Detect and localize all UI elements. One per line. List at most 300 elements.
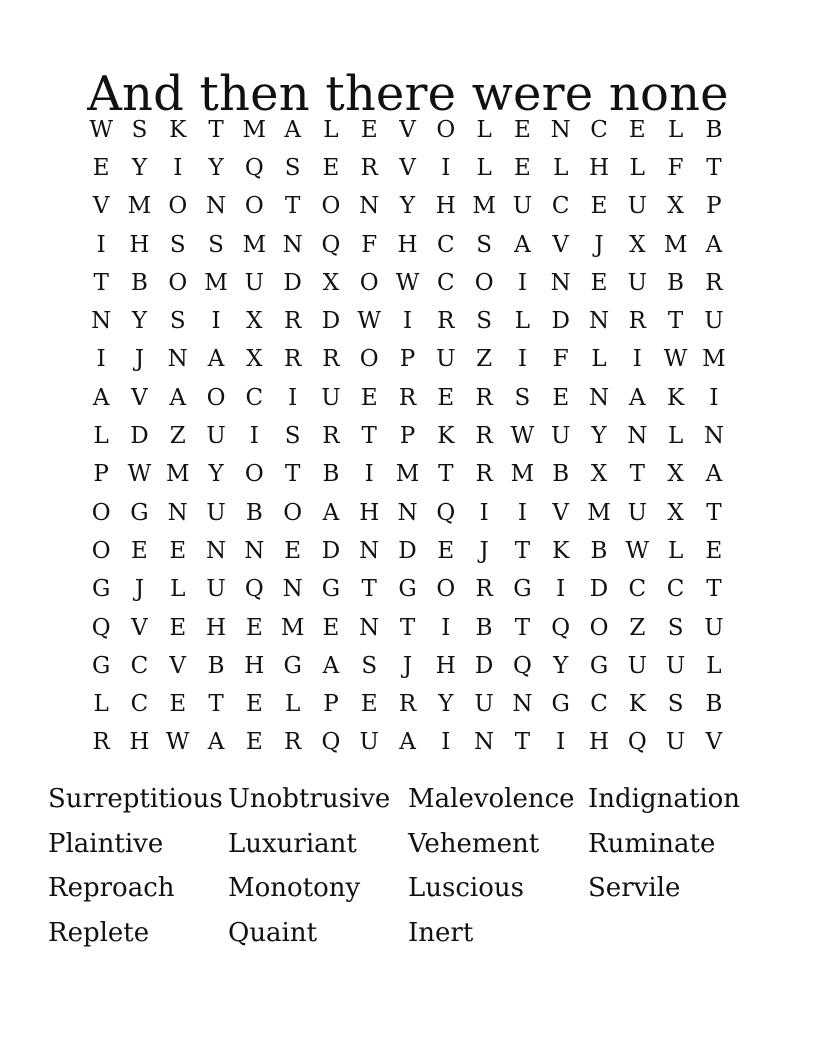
grid-letter[interactable]: L — [553, 154, 569, 181]
grid-letter[interactable]: R — [628, 308, 646, 335]
grid-letter[interactable]: F — [667, 154, 684, 181]
grid-letter[interactable]: T — [514, 614, 531, 641]
grid-letter[interactable]: R — [92, 729, 110, 756]
grid-letter[interactable]: L — [514, 308, 531, 335]
word-list — [48, 780, 768, 958]
grid-letter[interactable]: B — [322, 461, 340, 488]
grid-letter[interactable]: P — [399, 346, 416, 373]
grid-letter[interactable]: E — [169, 537, 187, 564]
word-list-item: Quaint — [228, 917, 318, 948]
grid-letter[interactable]: R — [322, 423, 340, 450]
grid-letter[interactable]: U — [436, 346, 456, 373]
grid-letter[interactable]: O — [91, 537, 111, 564]
grid-letter[interactable]: J — [594, 231, 604, 258]
grid-letter[interactable]: U — [206, 499, 226, 526]
grid-letter[interactable]: U — [627, 652, 647, 679]
grid-letter[interactable]: O — [359, 269, 379, 296]
grid-letter[interactable]: N — [550, 269, 571, 296]
grid-letter[interactable]: U — [244, 269, 265, 296]
grid-letter[interactable]: E — [360, 116, 378, 143]
grid-letter[interactable]: S — [284, 154, 301, 181]
grid-letter[interactable]: B — [705, 691, 723, 718]
grid-letter[interactable]: F — [361, 231, 378, 258]
page-title: And then there were none — [87, 66, 729, 123]
grid-letter[interactable]: S — [169, 231, 186, 258]
grid-letter[interactable]: E — [437, 384, 455, 411]
grid-letter[interactable]: B — [590, 537, 608, 564]
grid-letter[interactable]: V — [131, 384, 148, 411]
grid-letter[interactable]: I — [556, 729, 566, 756]
grid-letter[interactable]: T — [399, 614, 416, 641]
grid-letter[interactable]: A — [322, 499, 340, 526]
grid-letter[interactable]: W — [165, 729, 190, 756]
grid-letter[interactable]: Y — [131, 308, 148, 335]
grid-letter[interactable]: N — [474, 729, 495, 756]
grid-letter[interactable]: T — [208, 691, 224, 718]
grid-letter[interactable]: R — [360, 154, 378, 181]
grid-letter[interactable]: D — [398, 537, 417, 564]
grid-letter[interactable]: O — [474, 269, 494, 296]
grid-letter[interactable]: Y — [208, 154, 224, 181]
grid-letter[interactable]: B — [475, 614, 493, 641]
grid-letter[interactable]: M — [395, 461, 420, 488]
word-list-item: Servile — [588, 873, 681, 903]
grid-letter[interactable]: A — [169, 384, 187, 411]
grid-letter[interactable]: X — [590, 461, 608, 488]
grid-letter[interactable]: M — [472, 193, 496, 220]
grid-letter[interactable]: E — [628, 116, 646, 143]
grid-letter[interactable]: E — [245, 691, 263, 718]
grid-letter[interactable]: N — [167, 346, 188, 373]
grid-letter[interactable]: D — [474, 652, 494, 679]
grid-letter[interactable]: T — [667, 308, 684, 335]
grid-letter[interactable]: E — [245, 614, 263, 641]
grid-letter[interactable]: V — [399, 116, 416, 143]
grid-letter[interactable]: U — [627, 193, 647, 220]
grid-letter[interactable]: V — [705, 729, 723, 756]
grid-letter[interactable]: J — [134, 576, 145, 603]
grid-letter[interactable]: R — [705, 269, 723, 296]
grid-letter[interactable]: X — [667, 499, 684, 526]
grid-letter[interactable]: Y — [131, 154, 148, 181]
grid-letter[interactable]: T — [208, 116, 224, 143]
grid-letter[interactable]: S — [514, 384, 531, 411]
grid-letter[interactable]: O — [436, 576, 456, 603]
grid-letter[interactable]: S — [476, 231, 492, 258]
grid-letter[interactable]: G — [283, 652, 302, 679]
grid-letter[interactable]: R — [283, 308, 302, 335]
grid-letter[interactable]: W — [127, 461, 152, 488]
grid-letter[interactable]: W — [357, 308, 382, 335]
grid-letter[interactable]: O — [589, 614, 609, 641]
grid-letter[interactable]: T — [284, 193, 301, 220]
word-list-item: Replete — [48, 917, 150, 948]
grid-letter[interactable]: A — [399, 729, 416, 756]
grid-letter[interactable]: E — [360, 691, 378, 718]
grid-letter[interactable]: L — [591, 346, 607, 373]
grid-letter[interactable]: Z — [629, 614, 646, 641]
grid-letter[interactable]: W — [510, 423, 535, 450]
grid-letter[interactable]: C — [666, 576, 685, 603]
grid-letter[interactable]: U — [627, 269, 647, 296]
grid-letter[interactable]: S — [667, 614, 684, 641]
grid-letter[interactable]: O — [168, 193, 188, 220]
grid-letter[interactable]: P — [706, 193, 722, 220]
grid-letter[interactable]: B — [130, 269, 148, 296]
grid-letter[interactable]: U — [704, 614, 724, 641]
grid-letter[interactable]: R — [398, 384, 417, 411]
grid-letter[interactable]: H — [588, 729, 610, 756]
grid-letter[interactable]: G — [321, 576, 341, 603]
grid-letter[interactable]: U — [474, 691, 494, 718]
grid-letter[interactable]: Y — [591, 423, 607, 450]
grid-letter[interactable]: Q — [512, 652, 532, 679]
grid-letter[interactable]: I — [441, 154, 451, 181]
grid-letter[interactable]: I — [517, 269, 527, 296]
grid-letter[interactable]: Q — [244, 154, 264, 181]
grid-letter[interactable]: E — [514, 116, 531, 143]
grid-letter[interactable]: Q — [627, 729, 647, 756]
grid-letter[interactable]: I — [249, 423, 259, 450]
grid-letter[interactable]: U — [665, 729, 686, 756]
grid-letter[interactable]: C — [437, 269, 455, 296]
grid-letter[interactable]: X — [246, 346, 263, 373]
grid-letter[interactable]: S — [667, 691, 684, 718]
grid-letter[interactable]: M — [280, 614, 305, 641]
grid-letter[interactable]: I — [364, 461, 374, 488]
grid-letter[interactable]: Y — [399, 193, 416, 220]
grid-letter[interactable]: H — [244, 652, 265, 679]
grid-letter[interactable]: Y — [553, 652, 569, 679]
grid-letter[interactable]: G — [513, 576, 532, 603]
grid-letter[interactable]: O — [206, 384, 226, 411]
grid-letter[interactable]: C — [590, 116, 608, 143]
grid-letter[interactable]: W — [663, 346, 688, 373]
grid-letter[interactable]: X — [246, 308, 263, 335]
grid-letter[interactable]: V — [92, 193, 110, 220]
grid-letter[interactable]: E — [437, 537, 455, 564]
grid-letter[interactable]: I — [96, 346, 106, 373]
grid-letter[interactable]: B — [207, 652, 225, 679]
grid-letter[interactable]: X — [667, 461, 684, 488]
grid-letter[interactable]: E — [322, 154, 340, 181]
grid-letter[interactable]: L — [629, 154, 645, 181]
grid-letter[interactable]: A — [628, 384, 646, 411]
grid-letter[interactable]: I — [402, 308, 413, 335]
word-list-item: Malevolence — [408, 784, 575, 814]
grid-letter[interactable]: C — [130, 652, 149, 679]
grid-letter[interactable]: I — [709, 384, 719, 411]
grid-letter[interactable]: H — [129, 729, 150, 756]
grid-letter[interactable]: N — [397, 499, 418, 526]
grid-letter[interactable]: Q — [321, 729, 341, 756]
grid-letter[interactable]: M — [242, 231, 267, 258]
grid-letter[interactable]: T — [629, 461, 645, 488]
grid-letter[interactable]: N — [205, 537, 227, 564]
grid-letter[interactable]: L — [93, 691, 109, 718]
grid-letter[interactable]: O — [244, 461, 264, 488]
grid-letter[interactable]: M — [242, 116, 267, 143]
grid-letter[interactable]: G — [91, 576, 111, 603]
grid-letter[interactable]: B — [552, 461, 570, 488]
grid-letter[interactable]: U — [551, 423, 571, 450]
grid-letter[interactable]: A — [705, 461, 723, 488]
grid-letter[interactable]: E — [169, 691, 187, 718]
grid-letter[interactable]: O — [168, 269, 188, 296]
grid-letter[interactable]: W — [395, 269, 420, 296]
grid-letter[interactable]: D — [283, 269, 302, 296]
grid-letter[interactable]: Z — [169, 423, 186, 450]
word-list-item: Luxuriant — [228, 828, 357, 859]
grid-letter[interactable]: O — [359, 346, 379, 373]
grid-letter[interactable]: U — [206, 423, 226, 450]
grid-letter[interactable]: S — [284, 423, 301, 450]
grid-letter[interactable]: N — [588, 384, 610, 411]
grid-letter[interactable]: D — [551, 308, 570, 335]
grid-letter[interactable]: A — [322, 652, 340, 679]
grid-letter[interactable]: N — [550, 116, 571, 143]
grid-letter[interactable]: V — [552, 499, 570, 526]
grid-letter[interactable]: U — [206, 576, 226, 603]
grid-letter[interactable]: K — [628, 691, 646, 718]
word-list-item: Ruminate — [588, 828, 716, 859]
grid-letter[interactable]: K — [552, 537, 570, 564]
grid-letter[interactable]: T — [438, 461, 454, 488]
grid-letter[interactable]: R — [398, 691, 417, 718]
grid-letter[interactable]: L — [667, 537, 684, 564]
grid-letter[interactable]: F — [552, 346, 569, 373]
grid-letter[interactable]: C — [551, 193, 570, 220]
grid-letter[interactable]: C — [628, 576, 647, 603]
grid-letter[interactable]: T — [514, 537, 531, 564]
grid-letter[interactable]: N — [359, 614, 380, 641]
grid-letter[interactable]: I — [441, 614, 451, 641]
grid-letter[interactable]: C — [437, 231, 455, 258]
grid-letter[interactable]: N — [512, 691, 533, 718]
grid-letter[interactable]: E — [131, 537, 148, 564]
grid-letter[interactable]: X — [322, 269, 340, 296]
grid-letter[interactable]: O — [283, 499, 303, 526]
grid-letter[interactable]: H — [435, 193, 456, 220]
grid-letter[interactable]: J — [479, 537, 489, 564]
grid-letter[interactable]: I — [441, 729, 451, 756]
grid-letter[interactable]: S — [476, 308, 492, 335]
grid-letter[interactable]: X — [667, 193, 684, 220]
grid-letter[interactable]: E — [245, 729, 263, 756]
grid-letter[interactable]: C — [590, 691, 608, 718]
grid-letter[interactable]: D — [321, 537, 341, 564]
grid-letter[interactable]: I — [632, 346, 642, 373]
grid-letter[interactable]: A — [514, 231, 531, 258]
grid-letter[interactable]: M — [204, 269, 228, 296]
grid-letter[interactable]: I — [173, 154, 183, 181]
grid-letter[interactable]: N — [588, 308, 610, 335]
grid-letter[interactable]: Q — [436, 499, 456, 526]
grid-letter[interactable]: N — [703, 423, 724, 450]
grid-letter[interactable]: O — [436, 116, 456, 143]
grid-letter[interactable]: W — [625, 537, 650, 564]
grid-letter[interactable]: R — [283, 729, 302, 756]
grid-letter[interactable]: N — [244, 537, 265, 564]
grid-letter[interactable]: H — [129, 231, 150, 258]
grid-letter[interactable]: S — [361, 652, 378, 679]
grid-letter[interactable]: U — [627, 499, 647, 526]
grid-letter[interactable]: R — [283, 346, 302, 373]
grid-letter[interactable]: R — [437, 308, 455, 335]
grid-letter[interactable]: Z — [476, 346, 493, 373]
grid-letter[interactable]: L — [170, 576, 186, 603]
grid-letter[interactable]: E — [92, 154, 110, 181]
grid-letter[interactable]: E — [514, 154, 531, 181]
grid-letter[interactable]: L — [476, 116, 492, 143]
grid-letter[interactable]: T — [361, 423, 377, 450]
grid-letter[interactable]: A — [284, 116, 301, 143]
grid-letter[interactable]: E — [552, 384, 570, 411]
grid-letter[interactable]: D — [321, 308, 341, 335]
grid-letter[interactable]: S — [208, 231, 224, 258]
grid-letter[interactable]: B — [245, 499, 263, 526]
grid-letter[interactable]: E — [590, 269, 608, 296]
grid-letter[interactable]: M — [510, 461, 535, 488]
grid-letter[interactable]: R — [475, 576, 493, 603]
grid-letter[interactable]: E — [322, 614, 340, 641]
grid-letter[interactable]: L — [706, 652, 722, 679]
grid-letter[interactable]: M — [587, 499, 611, 526]
grid-letter[interactable]: N — [282, 231, 303, 258]
grid-letter[interactable]: Q — [551, 614, 571, 641]
grid-letter[interactable]: D — [589, 576, 609, 603]
grid-letter[interactable]: I — [556, 576, 566, 603]
grid-letter[interactable]: R — [475, 461, 493, 488]
grid-letter[interactable]: T — [514, 729, 531, 756]
grid-letter[interactable]: L — [93, 423, 109, 450]
grid-letter[interactable]: N — [167, 499, 188, 526]
grid-letter[interactable]: I — [211, 308, 221, 335]
grid-letter[interactable]: G — [130, 499, 149, 526]
grid-letter[interactable]: K — [169, 116, 187, 143]
grid-letter[interactable]: N — [359, 537, 380, 564]
grid-letter[interactable]: H — [588, 154, 610, 181]
grid-letter[interactable]: T — [706, 154, 722, 181]
grid-letter[interactable]: V — [131, 614, 148, 641]
grid-letter[interactable]: L — [667, 116, 684, 143]
grid-letter[interactable]: L — [667, 423, 684, 450]
grid-letter[interactable]: H — [206, 614, 227, 641]
grid-letter[interactable]: U — [704, 308, 724, 335]
grid-letter[interactable]: L — [476, 154, 492, 181]
grid-letter[interactable]: C — [130, 691, 149, 718]
grid-letter[interactable]: V — [169, 652, 187, 679]
grid-letter[interactable]: U — [321, 384, 341, 411]
grid-letter[interactable]: W — [89, 116, 113, 143]
grid-letter[interactable]: V — [552, 231, 570, 258]
grid-letter[interactable]: U — [359, 729, 379, 756]
grid-letter[interactable]: A — [207, 346, 225, 373]
grid-letter[interactable]: C — [245, 384, 264, 411]
grid-letter[interactable]: O — [91, 499, 111, 526]
grid-letter[interactable]: L — [284, 691, 301, 718]
grid-letter[interactable]: J — [402, 652, 413, 679]
grid-letter[interactable]: M — [702, 346, 726, 373]
grid-letter[interactable]: Q — [321, 231, 341, 258]
grid-letter[interactable]: J — [134, 346, 145, 373]
grid-letter[interactable]: Q — [244, 576, 264, 603]
grid-letter[interactable]: I — [517, 499, 527, 526]
grid-letter[interactable]: U — [665, 652, 686, 679]
grid-letter[interactable]: A — [92, 384, 110, 411]
grid-letter[interactable]: I — [517, 346, 527, 373]
grid-letter[interactable]: D — [130, 423, 149, 450]
grid-letter[interactable]: H — [435, 652, 456, 679]
grid-letter[interactable]: B — [705, 116, 723, 143]
grid-letter[interactable]: A — [705, 231, 723, 258]
grid-letter[interactable]: I — [479, 499, 489, 526]
grid-letter[interactable]: U — [512, 193, 533, 220]
grid-letter[interactable]: X — [629, 231, 646, 258]
grid-letter[interactable]: M — [127, 193, 152, 220]
grid-letter[interactable]: R — [475, 384, 493, 411]
grid-letter[interactable]: T — [706, 576, 722, 603]
word-list-item: Luscious — [408, 873, 524, 903]
grid-letter[interactable]: N — [627, 423, 648, 450]
grid-letter[interactable]: G — [589, 652, 609, 679]
grid-letter[interactable]: R — [475, 423, 493, 450]
grid-letter[interactable]: G — [398, 576, 417, 603]
grid-letter[interactable]: E — [169, 614, 187, 641]
grid-letter[interactable]: T — [361, 576, 377, 603]
grid-letter[interactable]: S — [131, 116, 148, 143]
grid-letter[interactable]: N — [205, 193, 227, 220]
grid-letter[interactable]: I — [288, 384, 298, 411]
grid-letter[interactable]: O — [321, 193, 341, 220]
grid-letter[interactable]: M — [663, 231, 688, 258]
grid-letter[interactable]: E — [360, 384, 378, 411]
grid-letter[interactable]: Y — [208, 461, 224, 488]
grid-letter[interactable]: N — [282, 576, 303, 603]
grid-letter[interactable]: E — [705, 537, 723, 564]
grid-letter[interactable]: L — [323, 116, 339, 143]
grid-letter[interactable]: I — [96, 231, 106, 258]
grid-letter[interactable]: R — [322, 346, 340, 373]
grid-letter[interactable]: S — [169, 308, 186, 335]
grid-letter[interactable]: K — [437, 423, 455, 450]
grid-letter[interactable]: V — [399, 154, 416, 181]
grid-letter[interactable]: B — [667, 269, 685, 296]
grid-letter[interactable]: O — [244, 193, 264, 220]
grid-letter[interactable]: A — [207, 729, 225, 756]
grid-letter[interactable]: P — [93, 461, 109, 488]
grid-letter[interactable]: Y — [438, 691, 454, 718]
grid-letter[interactable]: T — [284, 461, 301, 488]
grid-letter[interactable]: G — [551, 691, 570, 718]
grid-letter[interactable]: T — [706, 499, 722, 526]
grid-letter[interactable]: H — [359, 499, 380, 526]
grid-letter[interactable]: G — [91, 652, 111, 679]
grid-letter[interactable]: H — [397, 231, 418, 258]
word-list-item: Monotony — [228, 873, 361, 903]
grid-letter[interactable]: N — [359, 193, 380, 220]
grid-letter[interactable]: E — [284, 537, 302, 564]
word-list-item: Inert — [408, 917, 474, 948]
grid-letter[interactable]: N — [91, 308, 112, 335]
grid-letter[interactable]: T — [93, 269, 109, 296]
grid-letter[interactable]: E — [590, 193, 608, 220]
grid-letter[interactable]: Q — [91, 614, 111, 641]
grid-letter[interactable]: K — [667, 384, 685, 411]
grid-letter[interactable]: P — [323, 691, 339, 718]
grid-letter[interactable]: P — [399, 423, 416, 450]
grid-letter[interactable]: M — [165, 461, 190, 488]
